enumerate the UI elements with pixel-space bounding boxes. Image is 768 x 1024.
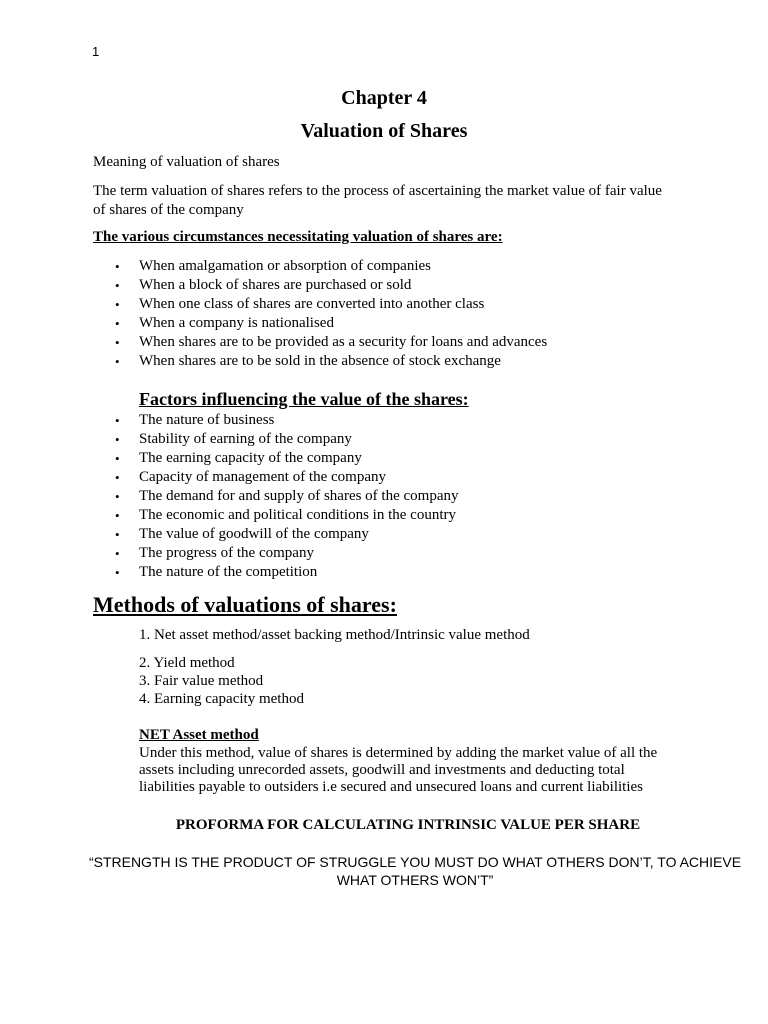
net-asset-paragraph: Under this method, value of shares is determined by adding the market value of all the assets including unrecorded assets, goodwill and investments and deducting total liabilities payable to outsiders i.e secured and unsecured loans and current liabilities: [139, 745, 658, 795]
bullet-icon: •: [115, 335, 120, 350]
list-item: [93, 411, 459, 430]
list-item: [93, 525, 459, 544]
list-item-text: When one class of shares are converted into another class: [139, 296, 485, 312]
list-item: [93, 333, 547, 352]
method-item: 3. Fair value method: [139, 673, 264, 689]
list-item: [93, 314, 547, 333]
bullet-icon: •: [115, 259, 120, 274]
proforma-heading: PROFORMA FOR CALCULATING INTRINSIC VALUE PER SHARE: [175, 817, 641, 833]
bullet-icon: •: [115, 432, 120, 447]
net-asset-heading: NET Asset method: [139, 727, 259, 743]
list-item-text: When a block of shares are purchased or sold: [139, 277, 412, 293]
list-item: [93, 276, 547, 295]
bullet-icon: •: [115, 413, 120, 428]
list-item-text: The demand for and supply of shares of the company: [139, 488, 459, 504]
list-item: [93, 352, 547, 371]
list-item: [93, 257, 547, 276]
list-item: [93, 295, 547, 314]
list-item-text: When shares are to be sold in the absence of stock exchange: [139, 353, 501, 369]
bullet-icon: •: [115, 451, 120, 466]
list-item-text: When amalgamation or absorption of companies: [139, 258, 431, 274]
bullet-icon: •: [115, 316, 120, 331]
list-item-text: The earning capacity of the company: [139, 450, 362, 466]
list-item-text: When shares are to be provided as a security for loans and advances: [139, 334, 548, 350]
bullet-icon: •: [115, 354, 120, 369]
bullet-icon: •: [115, 489, 120, 504]
list-item: [93, 468, 459, 487]
list-item: [93, 563, 459, 582]
circumstances-list: [93, 257, 547, 371]
meaning-paragraph: The term valuation of shares refers to the process of ascertaining the market value of fair value of shares of the company: [93, 183, 662, 218]
factors-heading: Factors influencing the value of the shares:: [139, 389, 469, 409]
bullet-icon: •: [115, 546, 120, 561]
bullet-icon: •: [115, 278, 120, 293]
factors-list: [93, 411, 459, 582]
motivational-quote: “STRENGTH IS THE PRODUCT OF STRUGGLE YOU MUST DO WHAT OTHERS DON’T, TO ACHIEVE WHAT OTHERS WON’T”: [88, 854, 742, 888]
list-item: [93, 487, 459, 506]
bullet-icon: •: [115, 470, 120, 485]
list-item-text: The progress of the company: [139, 545, 314, 561]
page-title: Valuation of Shares: [300, 120, 468, 142]
list-item-text: When a company is nationalised: [139, 315, 334, 331]
method-item: 2. Yield method: [139, 655, 235, 671]
list-item-text: The nature of business: [139, 412, 275, 428]
list-item-text: Capacity of management of the company: [139, 469, 386, 485]
methods-heading: Methods of valuations of shares:: [93, 592, 397, 617]
list-item: [93, 430, 459, 449]
list-item: [93, 449, 459, 468]
list-item-text: Stability of earning of the company: [139, 431, 352, 447]
bullet-icon: •: [115, 527, 120, 542]
circumstances-heading: The various circumstances necessitating valuation of shares are:: [93, 229, 503, 245]
method-item: 1. Net asset method/asset backing method/Intrinsic value method: [139, 627, 530, 643]
method-item: 4. Earning capacity method: [139, 691, 304, 707]
list-item-text: The economic and political conditions in the country: [139, 507, 456, 523]
list-item: [93, 506, 459, 525]
bullet-icon: •: [115, 297, 120, 312]
chapter-heading: Chapter 4: [341, 87, 427, 109]
bullet-icon: •: [115, 565, 120, 580]
list-item-text: The value of goodwill of the company: [139, 526, 369, 542]
list-item: [93, 544, 459, 563]
bullet-icon: •: [115, 508, 120, 523]
page-number: 1: [92, 44, 100, 59]
meaning-heading: Meaning of valuation of shares: [93, 154, 280, 170]
list-item-text: The nature of the competition: [139, 564, 318, 580]
